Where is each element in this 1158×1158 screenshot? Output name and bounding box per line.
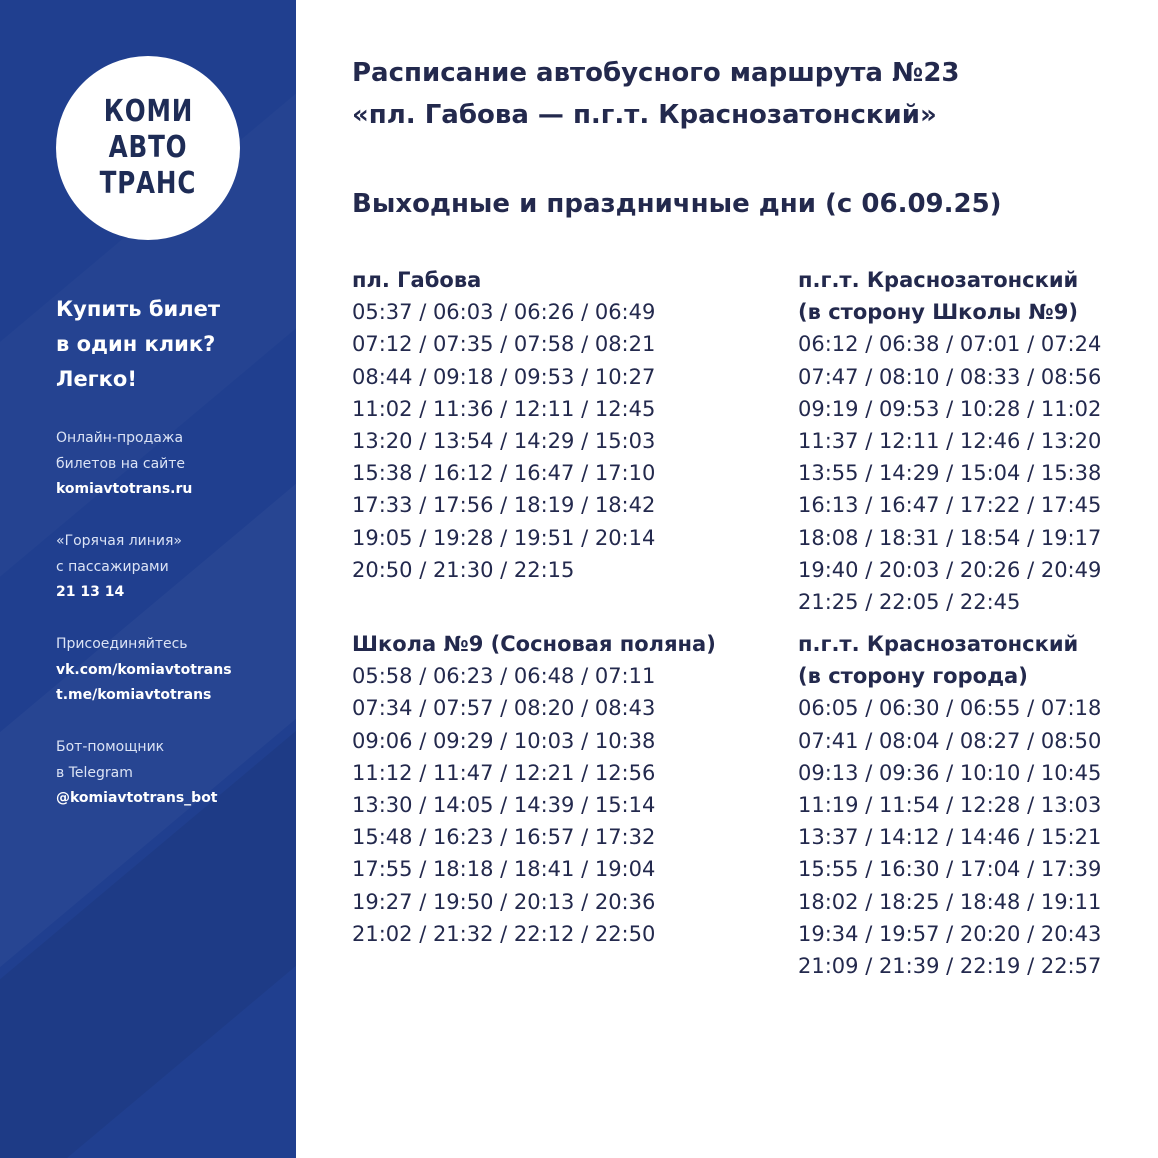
departure-times-row: 09:06 / 09:29 / 10:03 / 10:38 (352, 728, 656, 753)
departure-times-row: 19:27 / 19:50 / 20:13 / 20:36 (352, 889, 656, 914)
departure-times-row: 13:55 / 14:29 / 15:04 / 15:38 (798, 461, 1102, 486)
departure-times-row: 21:02 / 21:32 / 22:12 / 22:50 (352, 921, 656, 946)
website-link[interactable]: komiavtotrans.ru (56, 481, 193, 497)
departure-times-row: 21:25 / 22:05 / 22:45 (798, 590, 1021, 615)
info-text: билетов на сайте (56, 455, 186, 472)
departure-times-row: 19:40 / 20:03 / 20:26 / 20:49 (798, 557, 1102, 582)
departure-times-row: 05:37 / 06:03 / 06:26 / 06:49 (352, 300, 656, 325)
vk-link[interactable]: vk.com/komiavtotrans (56, 661, 232, 678)
departure-times-row: 05:58 / 06:23 / 06:48 / 07:11 (352, 664, 656, 689)
departure-times-row: 18:08 / 18:31 / 18:54 / 19:17 (798, 525, 1102, 550)
info-text: Онлайн-продажа (56, 430, 184, 446)
logo-line: ТРАНС (99, 166, 197, 201)
stop-schedule (352, 628, 716, 950)
info-text: Присоединяйтесь (56, 636, 188, 652)
departure-times-row: 07:47 / 08:10 / 08:33 / 08:56 (798, 364, 1102, 389)
schedule-subtitle: Выходные и праздничные дни (с 06.09.25) (352, 189, 1002, 219)
info-text: в Telegram (56, 764, 133, 781)
title-line: Расписание автобусного маршрута №23 (352, 58, 960, 88)
stop-name: (в сторону Школы №9) (798, 300, 1078, 325)
sidebar-panel (0, 0, 296, 1158)
departure-times-row: 09:19 / 09:53 / 10:28 / 11:02 (798, 396, 1102, 421)
hotline-block (56, 529, 286, 606)
departure-times-row: 17:55 / 18:18 / 18:41 / 19:04 (352, 857, 656, 882)
departure-times-row: 21:09 / 21:39 / 22:19 / 22:57 (798, 954, 1102, 979)
stop-name: Школа №9 (Сосновая поляна) (352, 632, 716, 656)
info-text: Бот-помощник (56, 739, 165, 755)
departure-times-row: 13:37 / 14:12 / 14:46 / 15:21 (798, 825, 1102, 850)
departure-times-row: 09:13 / 09:36 / 10:10 / 10:45 (798, 760, 1102, 785)
info-text: «Горячая линия» (56, 533, 182, 549)
departure-times-row: 20:50 / 21:30 / 22:15 (352, 557, 575, 582)
stop-name: п.г.т. Краснозатонский (798, 268, 1079, 292)
logo-line: АВТО (108, 130, 188, 165)
promo-line: Легко! (56, 367, 137, 391)
departure-times-row: 08:44 / 09:18 / 09:53 / 10:27 (352, 364, 656, 389)
departure-times-row: 06:12 / 06:38 / 07:01 / 07:24 (798, 332, 1102, 357)
stop-name: п.г.т. Краснозатонский (798, 632, 1079, 656)
bot-link[interactable]: @komiavtotrans_bot (56, 790, 218, 806)
stop-schedule (352, 264, 655, 586)
departure-times-row: 15:48 / 16:23 / 16:57 / 17:32 (352, 825, 656, 850)
logo-line: КОМИ (103, 94, 193, 129)
departure-times-row: 06:05 / 06:30 / 06:55 / 07:18 (798, 696, 1102, 721)
departure-times-row: 11:37 / 12:11 / 12:46 / 13:20 (798, 429, 1102, 454)
social-block (56, 632, 286, 709)
logo (56, 56, 240, 240)
stop-schedule (798, 628, 1101, 982)
hotline-phone[interactable]: 21 13 14 (56, 584, 125, 600)
bot-block (56, 735, 286, 812)
promo-text (56, 292, 286, 397)
stop-name: (в сторону города) (798, 664, 1028, 689)
promo-line: Купить билет (56, 297, 221, 321)
departure-times-row: 07:12 / 07:35 / 07:58 / 08:21 (352, 332, 656, 357)
stop-schedule (798, 264, 1101, 618)
departure-times-row: 07:34 / 07:57 / 08:20 / 08:43 (352, 696, 656, 721)
departure-times-row: 15:38 / 16:12 / 16:47 / 17:10 (352, 461, 656, 486)
departure-times-row: 16:13 / 16:47 / 17:22 / 17:45 (798, 493, 1102, 518)
info-text: с пассажирами (56, 558, 169, 575)
departure-times-row: 07:41 / 08:04 / 08:27 / 08:50 (798, 728, 1102, 753)
stop-name: пл. Габова (352, 268, 482, 292)
departure-times-row: 11:12 / 11:47 / 12:21 / 12:56 (352, 760, 656, 785)
telegram-link[interactable]: t.me/komiavtotrans (56, 687, 212, 703)
departure-times-row: 11:19 / 11:54 / 12:28 / 13:03 (798, 793, 1102, 818)
departure-times-row: 13:20 / 13:54 / 14:29 / 15:03 (352, 429, 656, 454)
departure-times-row: 15:55 / 16:30 / 17:04 / 17:39 (798, 857, 1102, 882)
page-title (352, 52, 960, 136)
departure-times-row: 11:02 / 11:36 / 12:11 / 12:45 (352, 396, 656, 421)
departure-times-row: 17:33 / 17:56 / 18:19 / 18:42 (352, 493, 656, 518)
departure-times-row: 18:02 / 18:25 / 18:48 / 19:11 (798, 889, 1102, 914)
title-line: «пл. Габова — п.г.т. Краснозатонский» (352, 100, 937, 130)
online-sales-block (56, 426, 286, 503)
departure-times-row: 19:34 / 19:57 / 20:20 / 20:43 (798, 921, 1102, 946)
departure-times-row: 13:30 / 14:05 / 14:39 / 15:14 (352, 793, 656, 818)
promo-line: в один клик? (56, 332, 216, 356)
departure-times-row: 19:05 / 19:28 / 19:51 / 20:14 (352, 525, 656, 550)
